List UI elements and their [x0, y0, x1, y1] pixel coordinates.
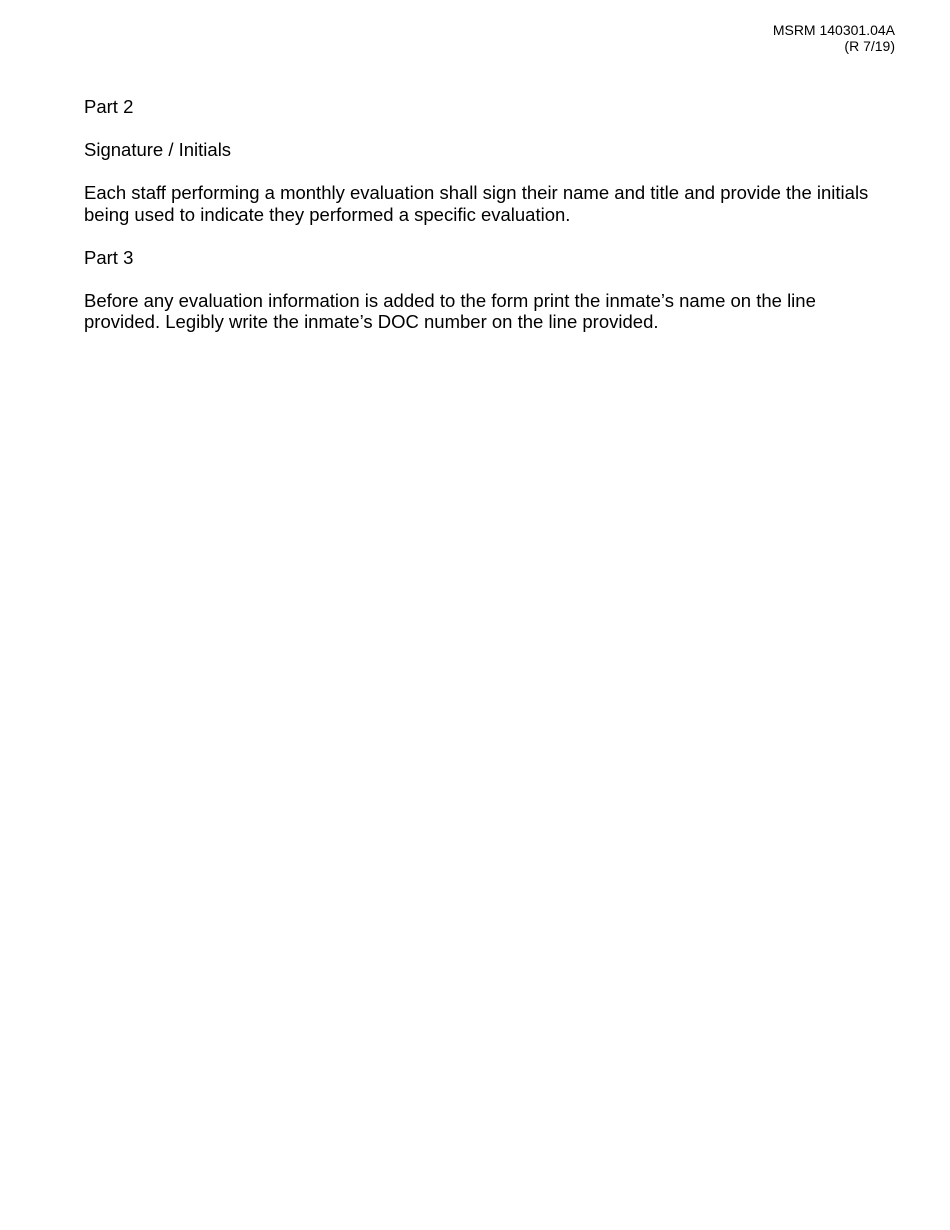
part3-instructions-line-1: Before any evaluation information is added to the form print the inmate’s name on the line: [84, 289, 816, 311]
form-number: MSRM 140301.04A: [772, 22, 895, 38]
signature-instructions-line-1: Each staff performing a monthly evaluation shall sign their name and title and provide the initials: [84, 182, 869, 203]
signature-instructions: [84, 182, 884, 225]
signature-initials-heading: Signature / Initials: [84, 139, 232, 160]
part2-heading: Part 2: [84, 96, 134, 117]
part3-instructions-line-2: provided. Legibly write the inmate’s DOC number on the line provided.: [84, 311, 659, 332]
part3-instructions: [84, 290, 884, 333]
revision-date: (R 7/19): [844, 38, 895, 54]
form-header: [773, 22, 895, 54]
document-body: [84, 96, 884, 354]
signature-instructions-line-2: being used to indicate they performed a specific evaluation.: [84, 203, 571, 225]
part3-heading: Part 3: [84, 246, 134, 268]
